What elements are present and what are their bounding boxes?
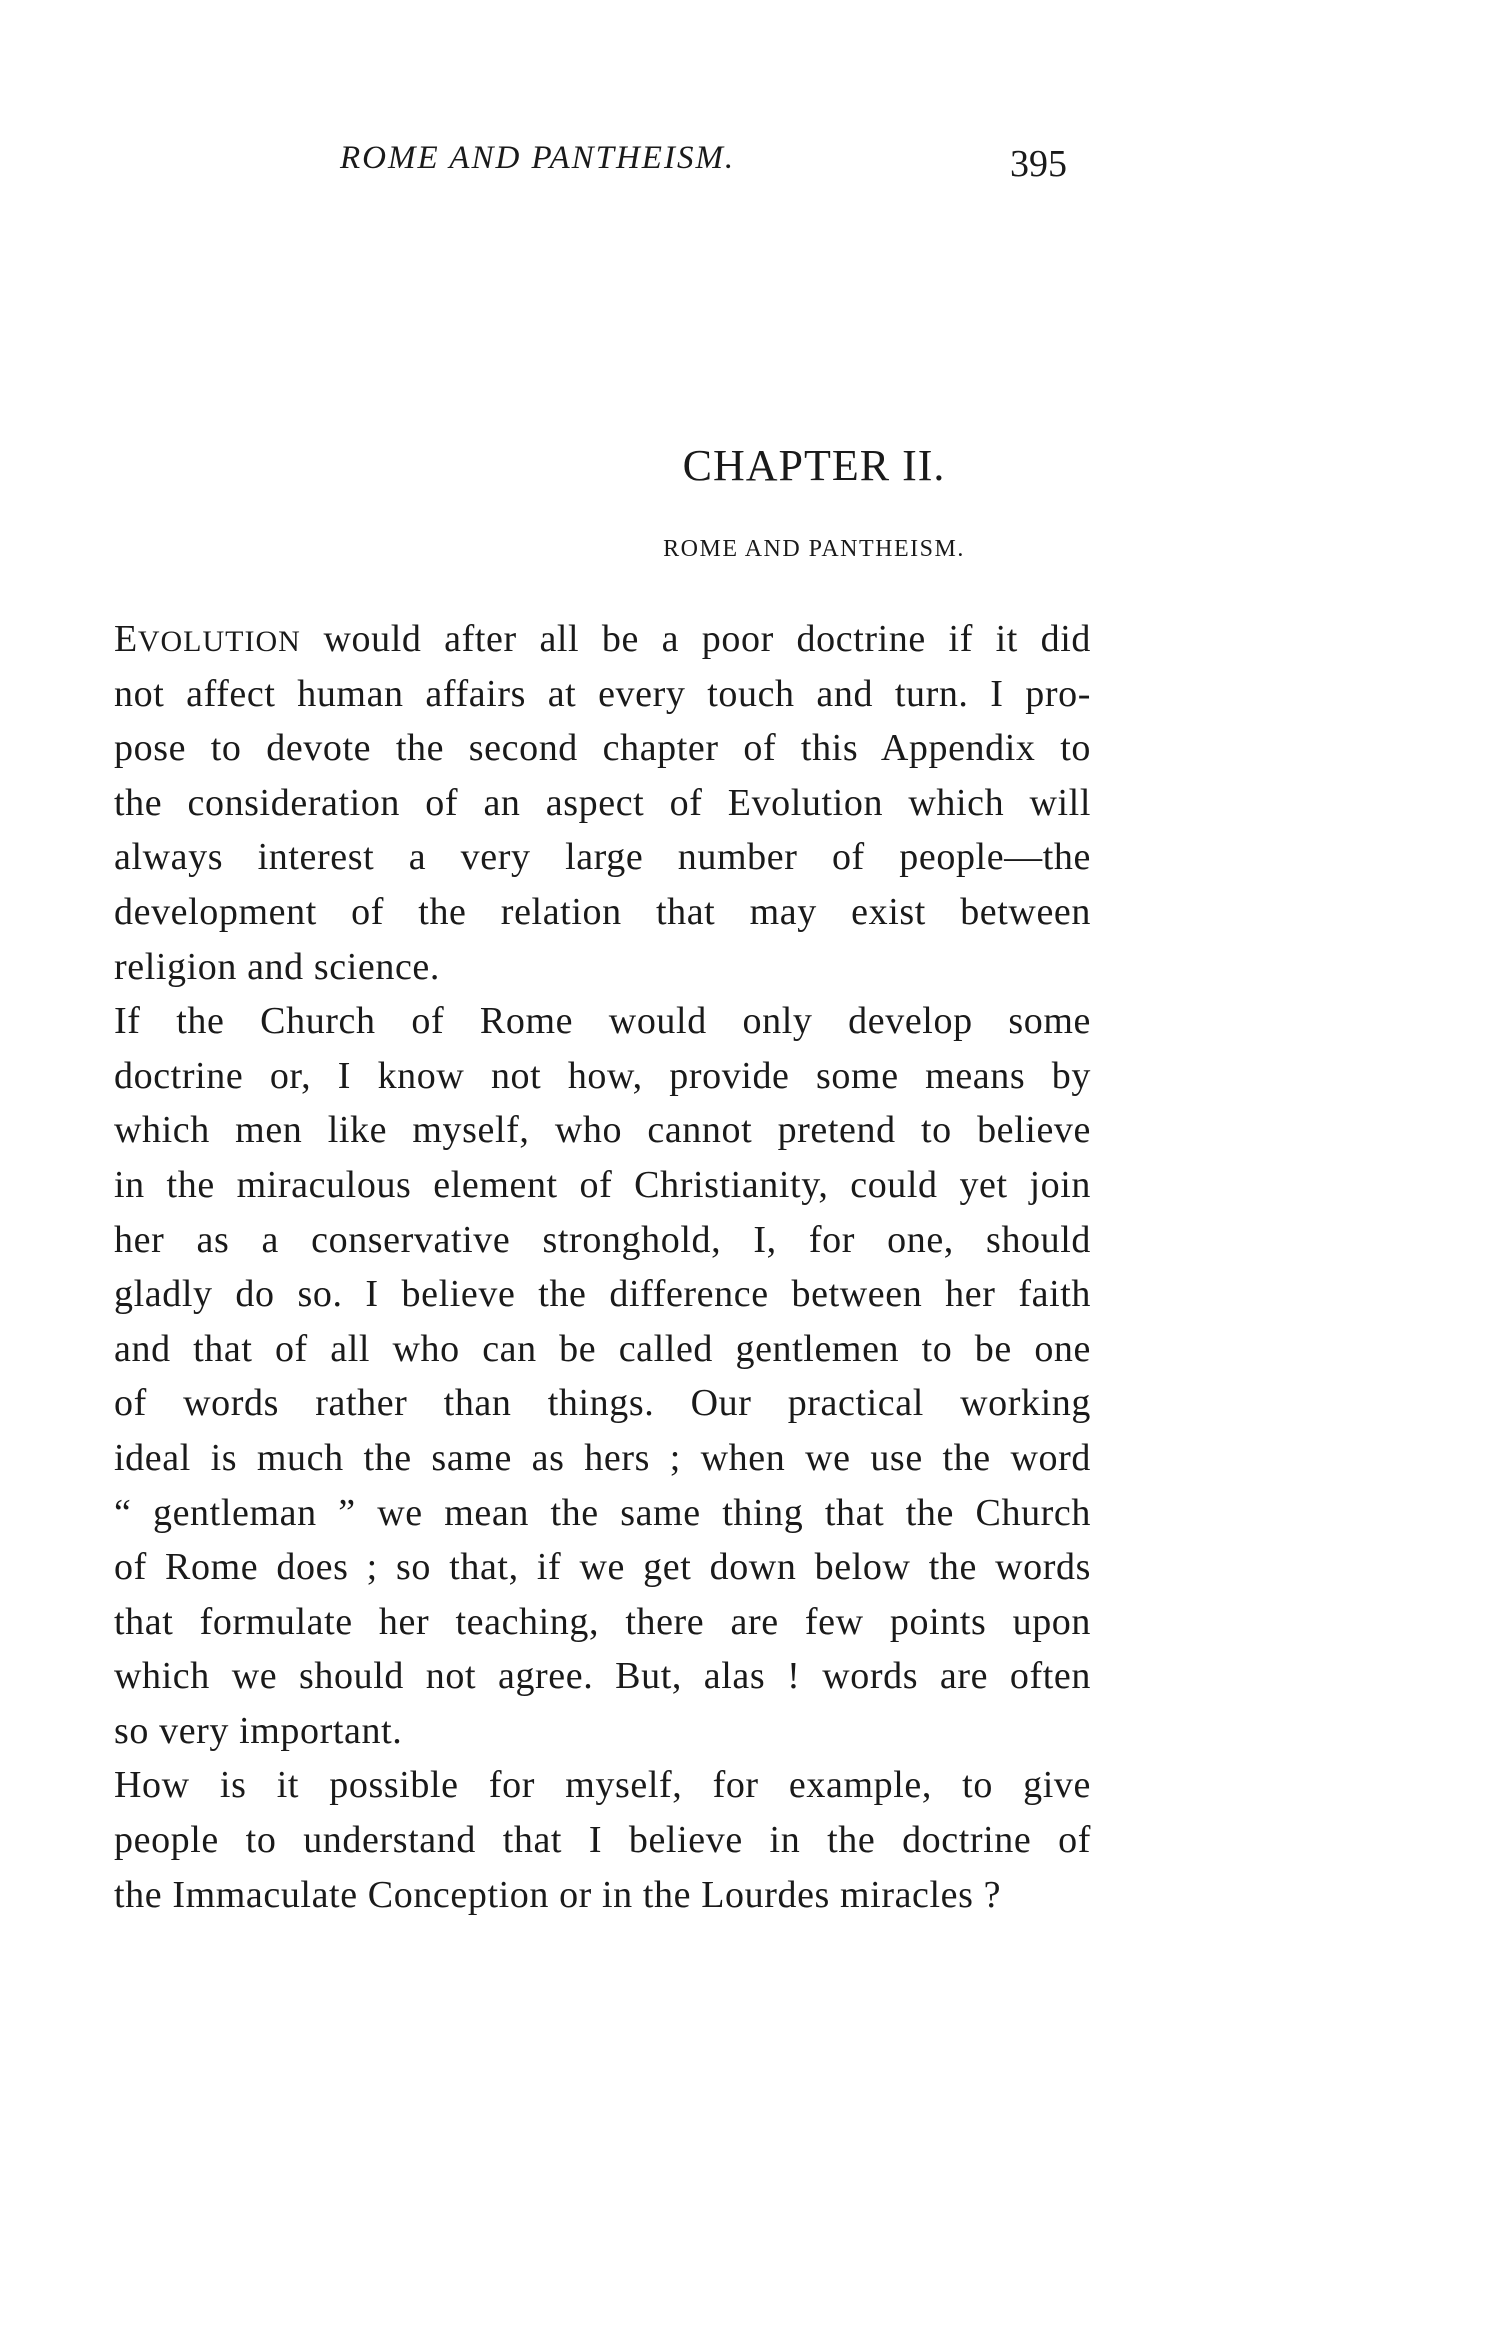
text-line: doctrine or, I know not how, provide some means by <box>114 1054 1091 1097</box>
text-line: How is it possible for myself, for example, to give <box>114 1764 1091 1807</box>
paragraph <box>114 612 1091 994</box>
lead-smallcaps: VOLUTION <box>137 625 301 658</box>
paragraph <box>114 1758 1091 1922</box>
text-line: that formulate her teaching, there are few points upon <box>114 1600 1091 1643</box>
text-line: pose to devote the second chapter of this Appendix to <box>114 727 1091 770</box>
text-line: gladly do so. I believe the difference between her faith <box>114 1273 1091 1316</box>
line-text: would after all be a poor doctrine if it did <box>300 618 1091 660</box>
text-line: people to understand that I believe in the doctrine of <box>114 1819 1091 1862</box>
text-line: always interest a very large number of people—the <box>114 836 1091 879</box>
chapter-title: CHAPTER II. <box>682 441 946 490</box>
text-line: the consideration of an aspect of Evolution which will <box>114 781 1091 824</box>
text-line: not affect human affairs at every touch and turn. I pro- <box>114 672 1091 715</box>
text-line: her as a conservative stronghold, I, for one, should <box>114 1218 1091 1261</box>
text-line: If the Church of Rome would only develop some <box>114 1000 1091 1043</box>
text-line: which we should not agree. But, alas ! words are often <box>114 1655 1091 1698</box>
text-line: of words rather than things. Our practical working <box>114 1382 1091 1425</box>
text-line: ideal is much the same as hers ; when we use the word <box>114 1436 1091 1479</box>
chapter-subtitle: ROME AND PANTHEISM. <box>663 536 965 562</box>
text-line: “ gentleman ” we mean the same thing that the Church <box>114 1491 1091 1534</box>
text-line: so very important. <box>114 1709 403 1752</box>
text-line: religion and science. <box>114 945 440 988</box>
page-number: 395 <box>1010 143 1067 185</box>
body-text <box>114 612 1091 1922</box>
text-line: the Immaculate Conception or in the Lourdes miracles ? <box>114 1873 1002 1916</box>
running-head: ROME AND PANTHEISM. <box>340 140 736 176</box>
text-line <box>114 612 1091 667</box>
text-line: and that of all who can be called gentlemen to be one <box>114 1327 1091 1370</box>
text-line: of Rome does ; so that, if we get down below the words <box>114 1546 1091 1589</box>
paragraph <box>114 994 1091 1758</box>
lead-initial: E <box>114 618 138 660</box>
text-line: development of the relation that may exist between <box>114 890 1091 933</box>
text-line: which men like myself, who cannot pretend to believe <box>114 1109 1091 1152</box>
text-line: in the miraculous element of Christianity, could yet join <box>114 1163 1091 1206</box>
